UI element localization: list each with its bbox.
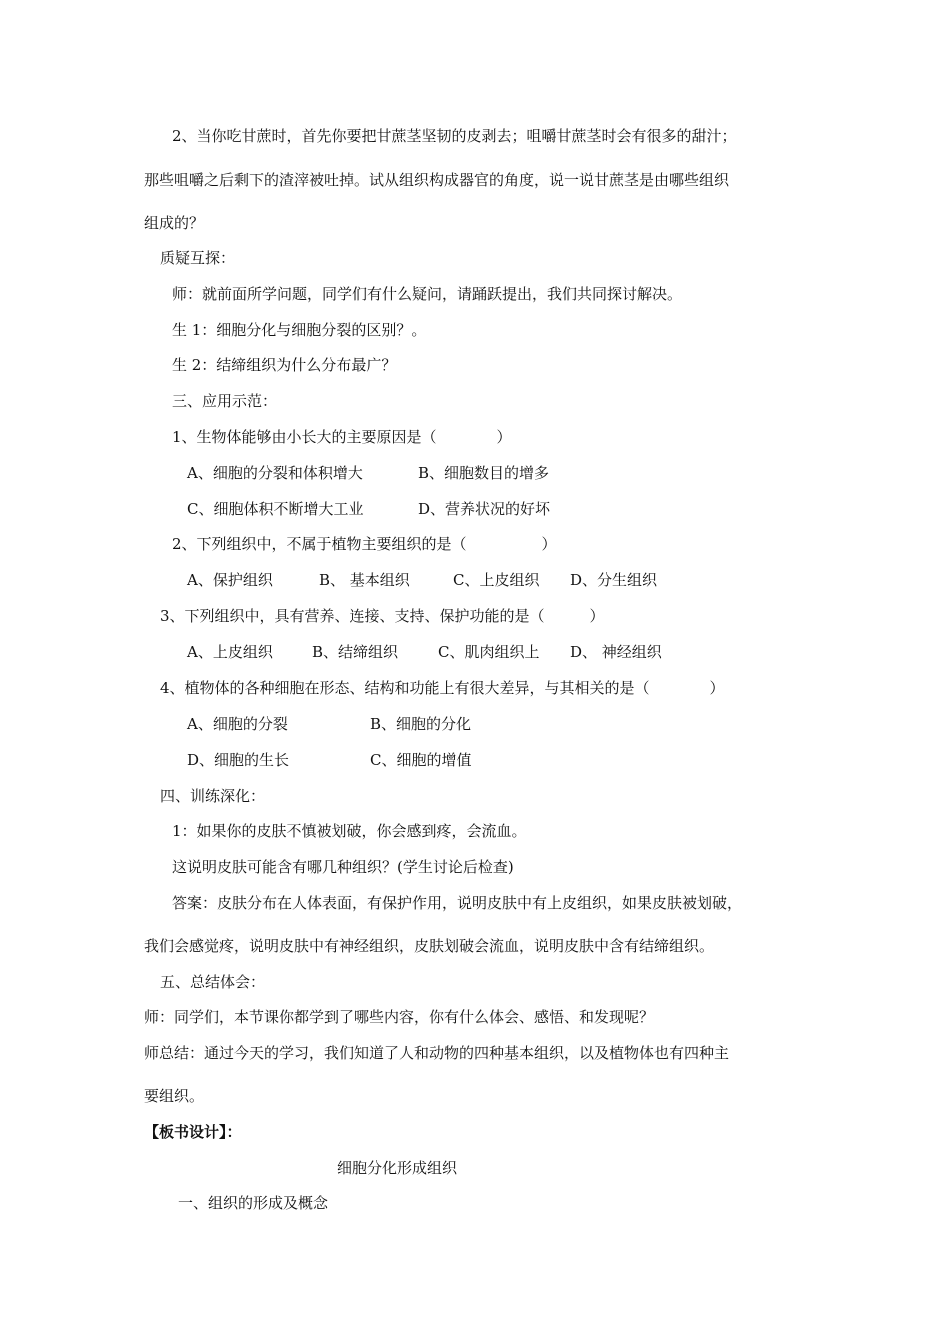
exercise-2-option-b: B、 基本组织: [319, 571, 410, 589]
training-1-line-1: 1：如果你的皮肤不慎被划破，你会感到疼，会流血。: [172, 822, 527, 840]
exercise-1-question: 1、生物体能够由小长大的主要原因是（ ）: [172, 428, 512, 446]
exercise-4-question: 4、植物体的各种细胞在形态、结构和功能上有很大差异，与其相关的是（ ）: [160, 679, 725, 697]
exercise-3-option-b: B、结缔组织: [312, 643, 399, 661]
answer-line-1: 答案：皮肤分布在人体表面，有保护作用，说明皮肤中有上皮组织，如果皮肤被划破，: [172, 894, 743, 912]
teacher-summary-line-2: 要组织。: [144, 1087, 205, 1105]
question-2-line-2: 那些咀嚼之后剩下的渣滓被吐掉。试从组织构成器官的角度，说一说甘蔗茎是由哪些组织: [144, 171, 730, 189]
exercise-2-option-d: D、分生组织: [570, 571, 658, 589]
training-1-line-2: 这说明皮肤可能含有哪几种组织？(学生讨论后检查): [172, 858, 514, 876]
exercise-1-option-d: D、营养状况的好坏: [418, 500, 551, 518]
teacher-summary-question: 师：同学们，本节课你都学到了哪些内容，你有什么体会、感悟、和发现呢？: [144, 1008, 655, 1026]
exercise-3-option-d: D、 神经组织: [570, 643, 662, 661]
exercise-2-question: 2、下列组织中，不属于植物主要组织的是（ ）: [172, 535, 557, 553]
section-5-heading: 五、总结体会：: [160, 973, 266, 991]
answer-line-2: 我们会感觉疼，说明皮肤中有神经组织，皮肤划破会流血，说明皮肤中含有结缔组织。: [144, 937, 715, 955]
board-design-heading: 【板书设计】：: [144, 1123, 242, 1141]
board-item-1: 一、组织的形成及概念: [178, 1194, 329, 1212]
exercise-3-option-a: A、上皮组织: [187, 643, 273, 661]
section-4-heading: 四、训练深化：: [160, 787, 266, 805]
exercise-1-option-b: B、细胞数目的增多: [418, 464, 550, 482]
exercise-1-option-c: C、细胞体积不断增大工业: [187, 500, 364, 518]
exercise-2-option-a: A、保护组织: [187, 571, 273, 589]
question-2-line-1: 2、当你吃甘蔗时，首先你要把甘蔗茎坚韧的皮剥去；咀嚼甘蔗茎时会有很多的甜汁；: [172, 127, 737, 145]
exercise-4-option-c: C、细胞的增值: [370, 751, 472, 769]
exercise-1-option-a: A、细胞的分裂和体积增大: [187, 464, 363, 482]
question-2-line-3: 组成的？: [144, 214, 205, 232]
section-3-heading: 三、应用示范：: [172, 392, 278, 410]
teacher-summary-line-1: 师总结：通过今天的学习，我们知道了人和动物的四种基本组织，以及植物体也有四种主: [144, 1044, 730, 1062]
exercise-4-option-a: A、细胞的分裂: [187, 715, 288, 733]
exercise-3-option-c: C、肌肉组织上: [438, 643, 540, 661]
exercise-4-option-d: D、细胞的生长: [187, 751, 290, 769]
exercise-4-option-b: B、细胞的分化: [370, 715, 472, 733]
student-2-question: 生 2：结缔组织为什么分布最广？: [172, 356, 397, 374]
board-title: 细胞分化形成组织: [337, 1159, 458, 1177]
student-1-question: 生 1：细胞分化与细胞分裂的区别？。: [172, 321, 427, 339]
teacher-prompt: 师：就前面所学问题，同学们有什么疑问，请踊跃提出，我们共同探讨解决。: [172, 285, 683, 303]
exercise-2-option-c: C、上皮组织: [453, 571, 540, 589]
exercise-3-question: 3、下列组织中，具有营养、连接、支持、保护功能的是（ ）: [160, 607, 605, 625]
inquiry-heading: 质疑互探：: [160, 249, 236, 267]
